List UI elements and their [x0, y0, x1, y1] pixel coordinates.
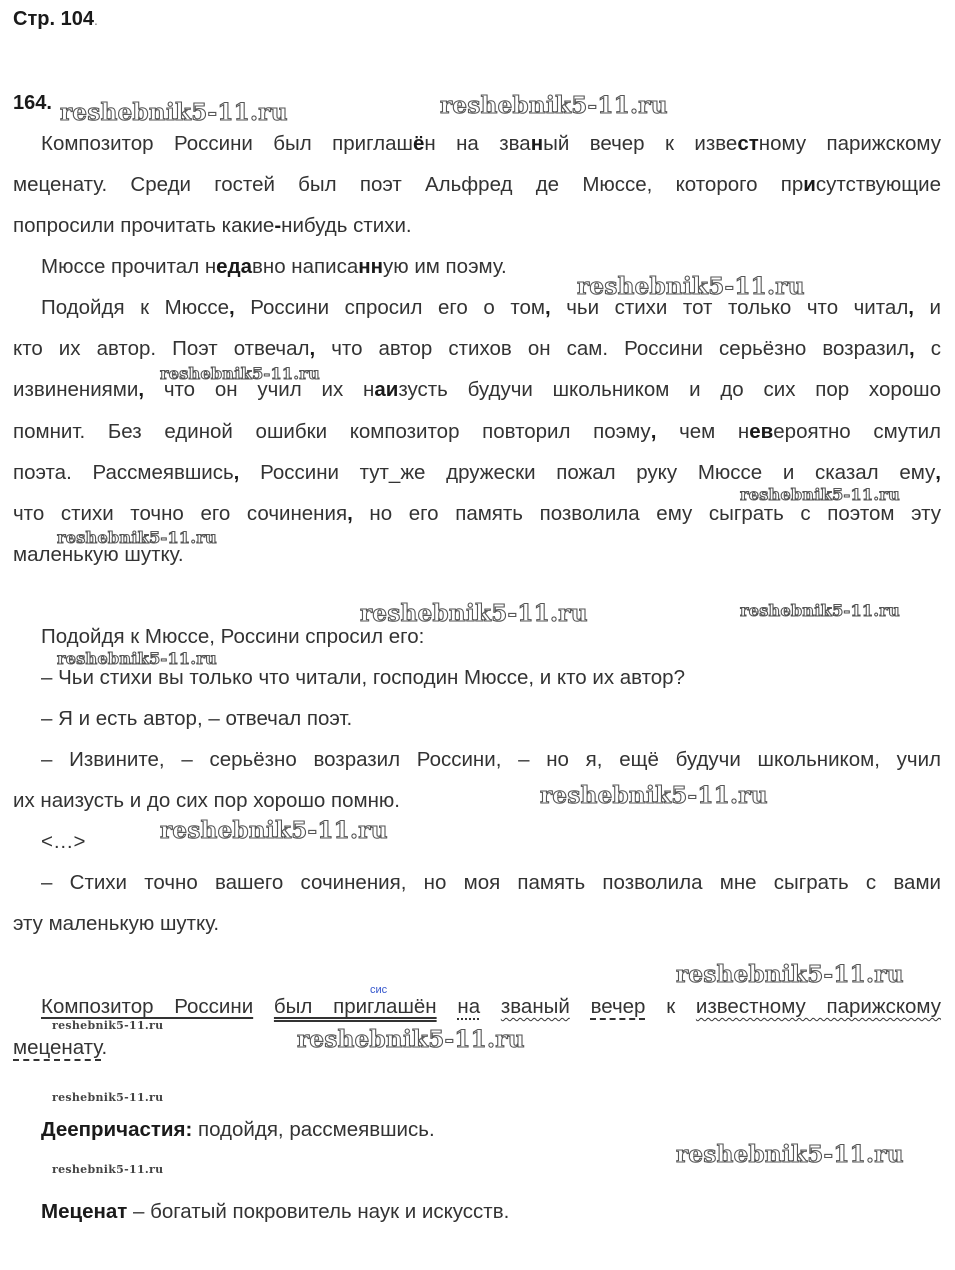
watermark: reshebnik5-11.ru: [52, 1163, 164, 1176]
dialogue-final-line-2: эту маленькую шутку.: [13, 912, 220, 935]
watermark: reshebnik5-11.ru: [676, 1141, 904, 1168]
watermark: reshebnik5-11.ru: [540, 782, 768, 809]
p1-line-2: меценату. Среди гостей был поэт Альфред де Мюссе, которого присутствующие: [13, 173, 941, 196]
p1-line-3: попросили прочитать какие-нибудь стихи.: [13, 214, 412, 237]
watermark: reshebnik5-11.ru: [160, 364, 320, 383]
p3-line-7: маленькую шутку.: [13, 543, 184, 566]
watermark: reshebnik5-11.ru: [57, 528, 217, 547]
watermark: reshebnik5-11.ru: [52, 1019, 164, 1032]
dialogue-intro: Подойдя к Мюссе, Россини спросил его:: [41, 625, 425, 648]
watermark: reshebnik5-11.ru: [57, 649, 217, 668]
definition-line: Меценат – богатый покровитель наук и искусств.: [41, 1200, 510, 1223]
p3-line-3: извинениями, что он учил их наизусть будучи школьником и до сих пор хорошо: [13, 378, 941, 401]
watermark: reshebnik5-11.ru: [740, 601, 900, 620]
watermark: reshebnik5-11.ru: [160, 817, 388, 844]
parsed-sentence-line-1: [41, 995, 941, 1019]
page-label: Стр. 104.: [13, 8, 98, 30]
watermark: reshebnik5-11.ru: [676, 961, 904, 988]
parse-subject: Композитор Россини: [41, 995, 254, 1018]
p2-line: Мюссе прочитал недавно написанную им поэму.: [41, 255, 507, 278]
parse-attribute-1: званый: [500, 995, 570, 1018]
parse-object-2: меценату: [13, 1036, 102, 1059]
watermark: reshebnik5-11.ru: [577, 273, 805, 300]
parse-prep-on: на: [457, 995, 481, 1018]
parse-object-1: вечер: [590, 995, 646, 1018]
parse-prep-to: к: [666, 995, 676, 1018]
watermark: reshebnik5-11.ru: [360, 600, 588, 627]
gerunds-label: Деепричастия:: [41, 1118, 193, 1141]
watermark: reshebnik5-11.ru: [60, 99, 288, 126]
parse-attribute-2: известному парижскому: [695, 995, 942, 1018]
p3-line-5: поэта. Рассмеявшись, Россини тут_же дружески пожал руку Мюссе и сказал ему,: [13, 461, 941, 484]
parse-predicate: был приглашён: [273, 995, 437, 1018]
gerunds-line: Деепричастия: подойдя, рассмеявшись.: [41, 1118, 435, 1141]
p3-line-4: помнит. Без единой ошибки композитор повторил поэму, чем невероятно смутил: [13, 420, 941, 443]
dialogue-ellipsis: <…>: [41, 830, 86, 853]
watermark: reshebnik5-11.ru: [740, 485, 900, 504]
dialogue-reply-line-2: их наизусть и до сих пор хорошо помню.: [13, 789, 400, 812]
dialogue-reply-line-1: – Извините, – серьёзно возразил Россини, – но я, ещё будучи школьником, учил: [41, 748, 941, 771]
dialogue-answer: – Я и есть автор, – отвечал поэт.: [41, 707, 353, 730]
exercise-number: 164.: [13, 92, 52, 114]
dialogue-final-line-1: – Стихи точно вашего сочинения, но моя память позволила мне сыграть с вами: [41, 871, 941, 894]
watermark: reshebnik5-11.ru: [297, 1026, 525, 1053]
definition-term: Меценат: [41, 1200, 128, 1223]
dialogue-question: – Чьи стихи вы только что читали, господин Мюссе, и кто их автор?: [41, 666, 685, 689]
parsed-sentence-line-2: меценату.: [13, 1036, 108, 1059]
watermark: reshebnik5-11.ru: [52, 1091, 164, 1104]
parse-note: сис: [370, 984, 388, 996]
p3-line-2: кто их автор. Поэт отвечал, что автор стихов он сам. Россини серьёзно возразил, с: [13, 337, 941, 360]
p1-line-1: Композитор Россини был приглашён на званый вечер к известному парижскому: [41, 132, 941, 155]
p3-line-1: Подойдя к Мюссе, Россини спросил его о том, чьи стихи тот только что читал, и: [41, 296, 941, 319]
p3-line-6: что стихи точно его сочинения, но его память позволила ему сыграть с поэтом эту: [13, 502, 941, 525]
watermark: reshebnik5-11.ru: [440, 92, 668, 119]
